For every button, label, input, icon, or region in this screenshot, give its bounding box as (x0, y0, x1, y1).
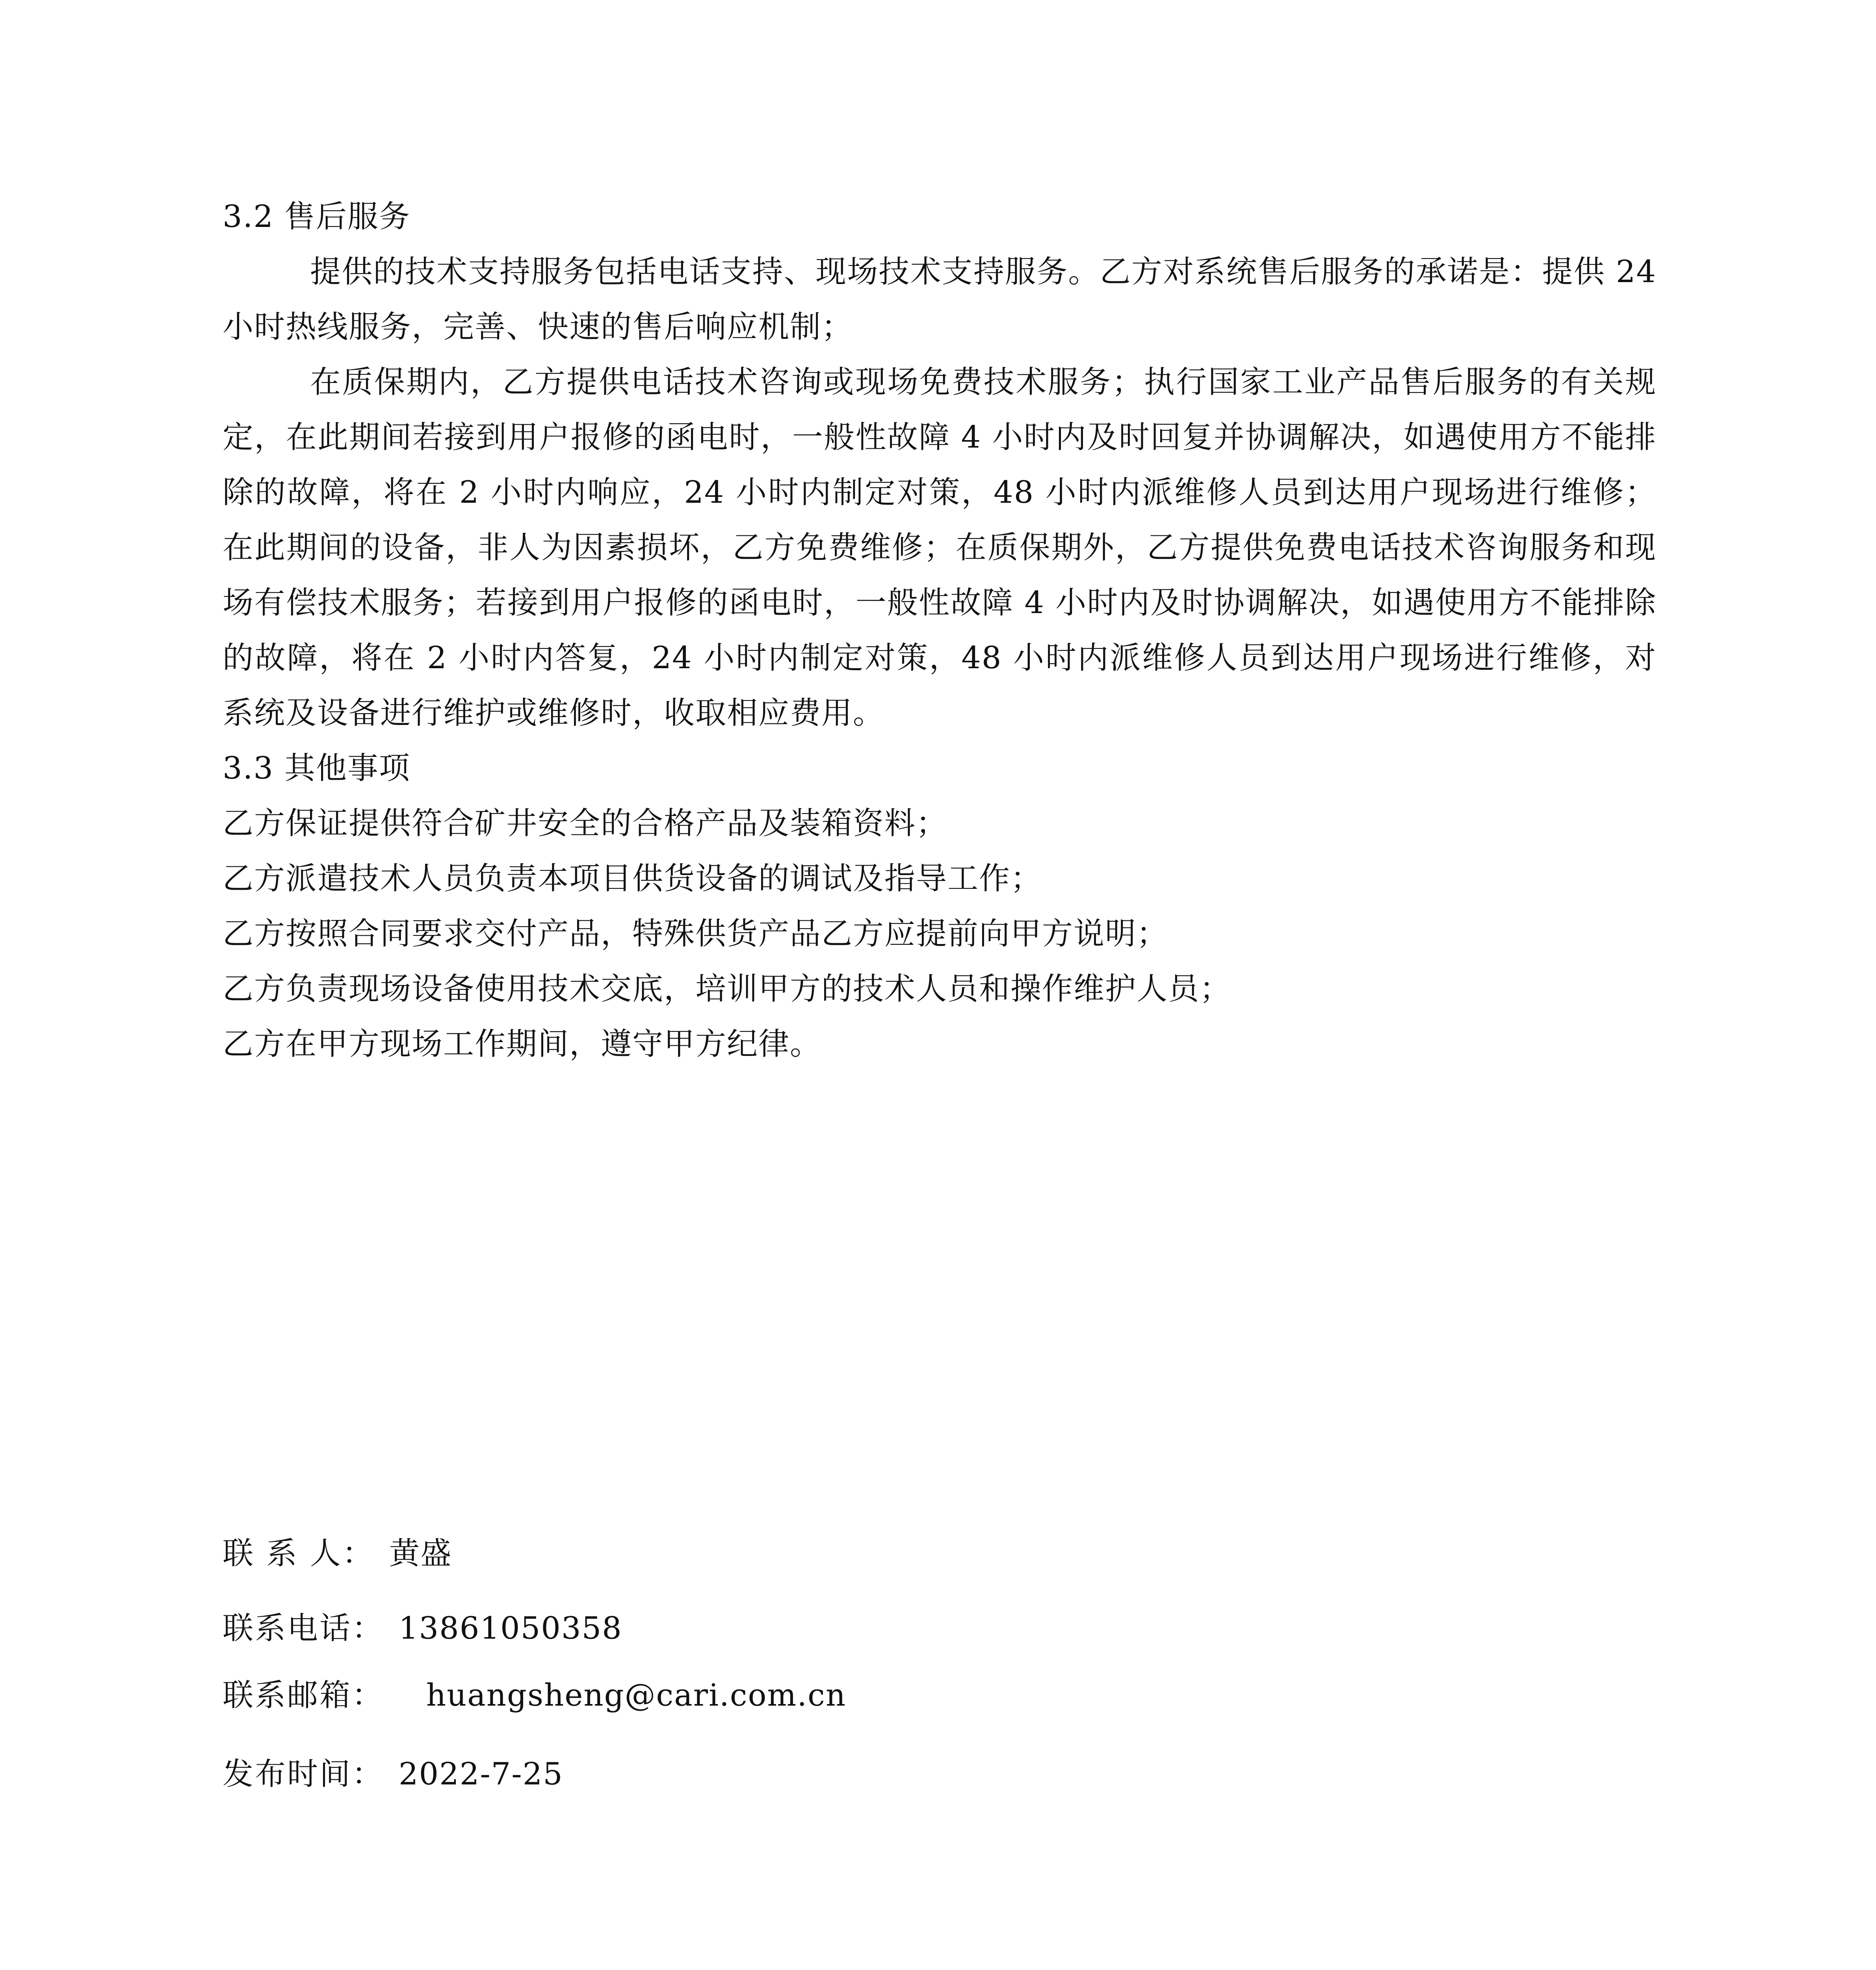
paragraph-support-commitment: 提供的技术支持服务包括电话支持、现场技术支持服务。乙方对系统售后服务的承诺是：提供 24 小时热线服务，完善、快速的售后响应机制； (223, 254, 1657, 345)
contact-email-label: 联系邮箱： (223, 1678, 384, 1713)
contact-phone-value: 13861050358 (398, 1611, 622, 1646)
list-item: 乙方负责现场设备使用技术交底，培训甲方的技术人员和操作维护人员； (223, 971, 1231, 1007)
contact-person-value: 黄盛 (389, 1536, 452, 1571)
document-body (223, 189, 1657, 1072)
paragraph-warranty-terms: 在质保期内，乙方提供电话技术咨询或现场免费技术服务；执行国家工业产品售后服务的有关规定，在此期间若接到用户报修的函电时，一般性故障 4 小时内及时回复并协调解决，如遇使用方不能排除的故障，将在 2 小时内响应，24 小时内制定对策，48 小时内派维修人员到达用户现场进行维修；在此期间的设备，非人为因素损坏，乙方免费维修；在质保期外，乙方提供免费电话技术咨询服务和现场有偿技术服务；若接到用户报修的函电时，一般性故障 4 小时内及时协调解决，如遇使用方不能排除的故障，将在 2 小时内答复，24 小时内制定对策，48 小时内派维修人员到达用户现场进行维修，对系统及设备进行维护或维修时，收取相应费用。 (223, 364, 1657, 731)
list-item: 乙方保证提供符合矿井安全的合格产品及装箱资料； (223, 806, 948, 841)
contact-email-row (223, 1671, 1641, 1715)
publish-date-value: 2022-7-25 (398, 1756, 563, 1792)
contact-person-row (223, 1529, 1641, 1573)
section-heading-3-2: 3.2 售后服务 (223, 199, 410, 234)
contact-email-value: huangsheng@cari.com.cn (426, 1678, 847, 1713)
list-item: 乙方在甲方现场工作期间，遵守甲方纪律。 (223, 1026, 822, 1062)
publish-date-row (223, 1749, 1641, 1793)
contact-phone-label: 联系电话： (223, 1611, 384, 1646)
section-heading-3-3: 3.3 其他事项 (223, 751, 410, 786)
list-item: 乙方按照合同要求交付产品，特殊供货产品乙方应提前向甲方说明； (223, 916, 1168, 952)
publish-date-label: 发布时间： (223, 1756, 384, 1792)
list-item: 乙方派遣技术人员负责本项目供货设备的调试及指导工作； (223, 861, 1042, 896)
contact-person-label: 联 系 人： (223, 1536, 375, 1571)
contact-phone-row (223, 1604, 1641, 1648)
